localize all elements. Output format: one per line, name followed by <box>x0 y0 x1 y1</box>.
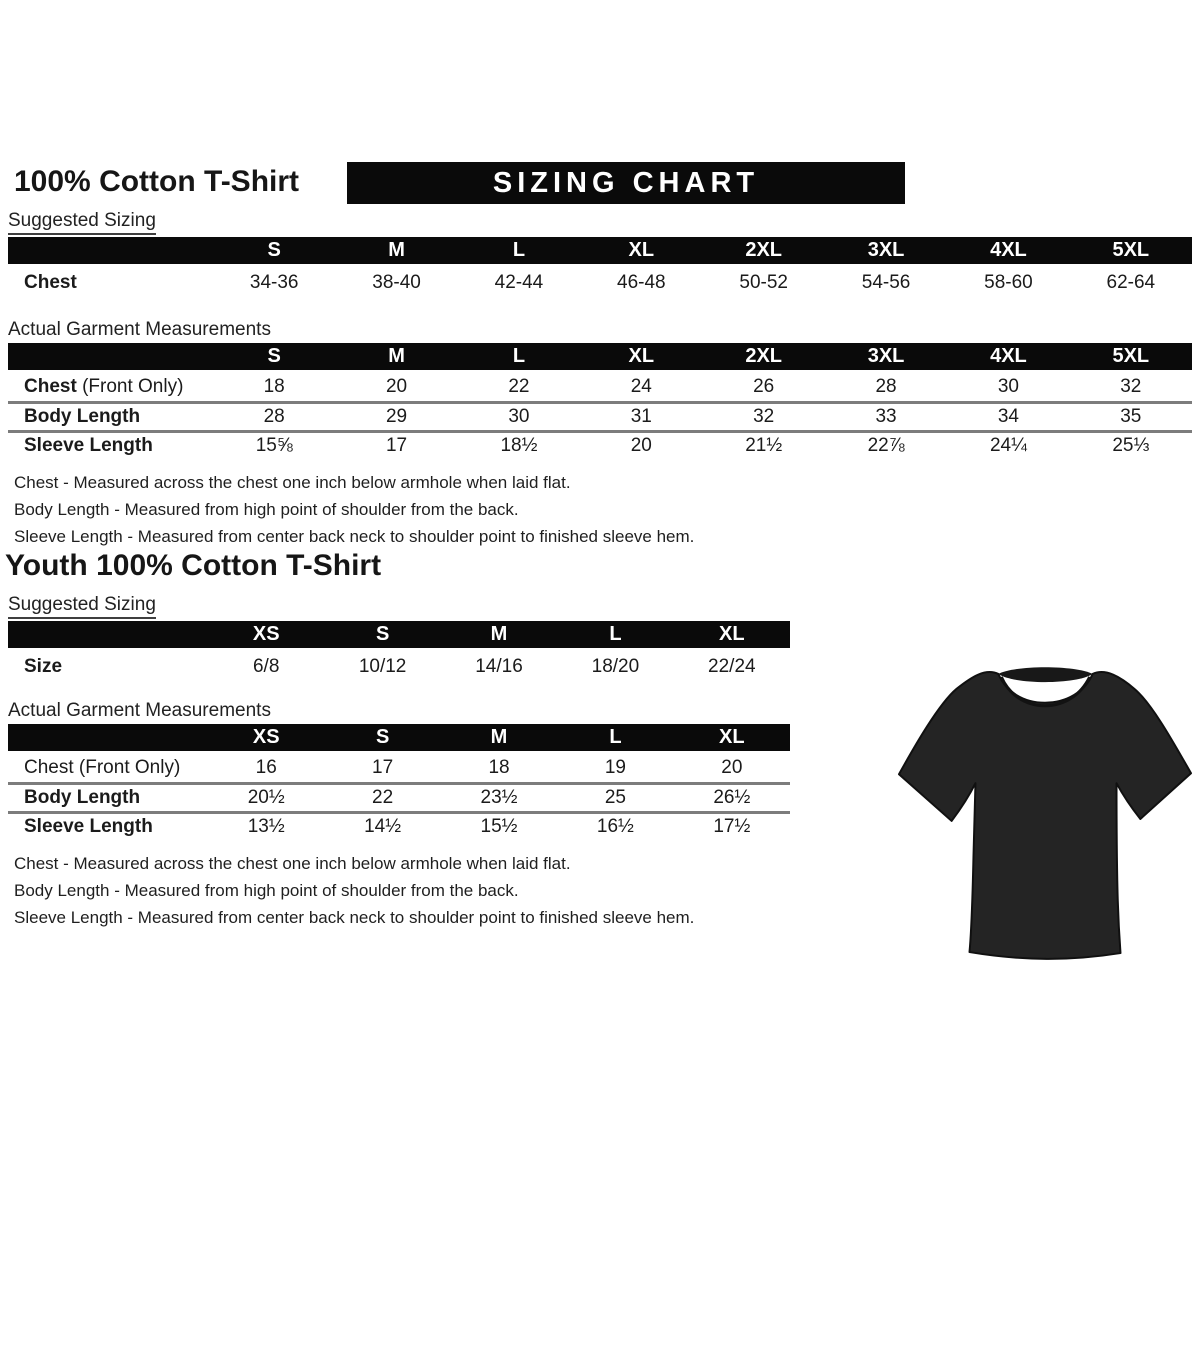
size-column-header: L <box>609 623 622 645</box>
measurement-value: 25⅓ <box>1112 435 1150 456</box>
measurement-value: 15½ <box>480 816 518 837</box>
measurement-value: 18 <box>263 375 285 397</box>
size-column-header: 2XL <box>745 239 783 261</box>
size-column-header: L <box>609 726 622 748</box>
measurement-value: 29 <box>385 406 408 427</box>
size-table-header-row <box>8 724 790 751</box>
note-body-length: Body Length - Measured from high point of shoulder from the back. <box>14 500 519 519</box>
measurement-value: 23½ <box>480 787 518 808</box>
row-label <box>8 376 213 398</box>
measurement-value: 14/16 <box>475 655 523 677</box>
measurement-value: 13½ <box>247 816 285 837</box>
row-label <box>8 816 208 838</box>
measurement-value: 20 <box>721 756 743 778</box>
size-column-header: M <box>388 239 405 261</box>
size-column-header: L <box>512 239 526 261</box>
size-column-header: S <box>267 239 281 261</box>
page-header <box>14 162 1200 204</box>
measurement-value: 22 <box>508 375 530 397</box>
size-column-header: S <box>267 345 281 367</box>
measurement-value: 6/8 <box>252 655 280 677</box>
row-label-text: Sleeve Length <box>24 816 153 837</box>
row-label <box>8 757 208 779</box>
size-column-header: S <box>375 623 390 645</box>
measurement-value: 32 <box>753 406 775 427</box>
row-label-suffix: (Front Only) <box>76 375 184 397</box>
measurement-value: 18/20 <box>591 655 640 677</box>
measurement-value: 35 <box>1120 406 1142 427</box>
measurement-value: 30 <box>997 375 1019 397</box>
size-table-header-row <box>8 237 1192 264</box>
sizing-chart-banner: SIZING CHART <box>347 162 905 204</box>
measurement-value: 15⅝ <box>255 435 293 456</box>
youth-suggested-sizing-label: Suggested Sizing <box>8 593 156 619</box>
size-table-header-row <box>8 343 1192 370</box>
measurement-row <box>8 372 1192 401</box>
measurement-value: 50-52 <box>739 271 788 293</box>
size-column-header: 5XL <box>1112 239 1150 261</box>
tshirt-collar <box>998 667 1092 682</box>
size-column-header: M <box>490 726 508 748</box>
size-column-header: XL <box>628 239 655 261</box>
measurement-value: 31 <box>630 406 652 427</box>
row-label-text: Size <box>24 655 63 677</box>
row-label-text: Body Length <box>24 406 141 427</box>
measurement-value: 30 <box>508 406 530 427</box>
measurement-value: 42-44 <box>494 271 544 293</box>
measurement-row <box>8 266 1192 299</box>
measurement-value: 62-64 <box>1106 271 1156 293</box>
size-column-header: 3XL <box>867 345 905 367</box>
measurement-value: 22/24 <box>708 655 756 677</box>
measurement-row <box>8 401 1192 430</box>
measurement-value: 16 <box>255 756 277 778</box>
adult-suggested-sizing-table <box>8 237 1192 299</box>
measurement-value: 24 <box>630 375 652 397</box>
youth-actual-measurements-table <box>8 724 790 840</box>
measurement-value: 20 <box>630 435 652 456</box>
measurement-row <box>8 650 790 683</box>
measurement-row <box>8 782 790 811</box>
measurement-value: 10/12 <box>358 655 407 677</box>
size-column-header: S <box>375 726 390 748</box>
measurement-value: 17 <box>385 435 408 456</box>
adult-measurement-notes <box>14 469 1200 550</box>
measurement-value: 19 <box>604 756 626 778</box>
measurement-value: 46-48 <box>617 271 666 293</box>
size-column-header: XL <box>719 623 745 645</box>
measurement-value: 34-36 <box>249 271 299 293</box>
row-label-text: Chest <box>24 756 74 778</box>
adult-suggested-sizing-label: Suggested Sizing <box>8 209 156 235</box>
black-tshirt-graphic <box>896 656 1194 968</box>
size-column-header: 4XL <box>990 345 1027 367</box>
measurement-value: 58-60 <box>984 271 1033 293</box>
adult-actual-measurements-label: Actual Garment Measurements <box>8 319 271 340</box>
tshirt-product-image <box>896 656 1194 968</box>
row-label <box>8 272 213 294</box>
note-sleeve-length: Sleeve Length - Measured from center back neck to shoulder point to finished sleeve hem. <box>14 908 695 927</box>
size-column-header: XS <box>252 726 280 748</box>
measurement-value: 14½ <box>364 816 402 837</box>
measurement-value: 54-56 <box>861 271 911 293</box>
measurement-value: 18 <box>488 756 510 778</box>
measurement-value: 34 <box>997 406 1019 427</box>
row-label-text: Body Length <box>24 787 141 808</box>
measurement-value: 28 <box>875 375 897 397</box>
row-label-suffix: (Front Only) <box>73 756 181 778</box>
youth-suggested-sizing-table <box>8 621 790 683</box>
measurement-row <box>8 811 790 840</box>
measurement-value: 17½ <box>713 816 751 837</box>
size-column-header: 3XL <box>867 239 905 261</box>
size-table-header-row <box>8 621 790 648</box>
measurement-value: 28 <box>263 406 285 427</box>
note-body-length: Body Length - Measured from high point of shoulder from the back. <box>14 881 519 900</box>
measurement-value: 32 <box>1120 375 1142 397</box>
size-column-header: M <box>490 623 508 645</box>
youth-actual-measurements-label: Actual Garment Measurements <box>8 700 271 721</box>
size-column-header: XL <box>628 345 655 367</box>
row-label <box>8 435 213 457</box>
adult-actual-measurements-table <box>8 343 1192 459</box>
row-label-text: Sleeve Length <box>24 435 153 456</box>
measurement-value: 20 <box>385 375 408 397</box>
size-column-header: M <box>388 345 405 367</box>
measurement-row <box>8 430 1192 459</box>
row-label <box>8 787 208 809</box>
size-column-header: L <box>512 345 526 367</box>
tshirt-body <box>899 672 1191 959</box>
youth-section-title: Youth 100% Cotton T-Shirt <box>5 549 382 582</box>
row-label <box>8 406 213 428</box>
measurement-row <box>8 753 790 782</box>
row-label-text: Chest <box>24 271 77 293</box>
measurement-value: 21½ <box>745 435 783 456</box>
size-column-header: 5XL <box>1112 345 1150 367</box>
measurement-value: 26½ <box>713 787 751 808</box>
measurement-value: 22 <box>372 787 394 808</box>
row-label-text: Chest <box>24 375 77 397</box>
measurement-value: 16½ <box>596 816 634 837</box>
row-label <box>8 656 208 678</box>
note-chest: Chest - Measured across the chest one inch below armhole when laid flat. <box>14 854 571 873</box>
measurement-value: 22⅞ <box>867 435 905 456</box>
measurement-value: 25 <box>604 787 626 808</box>
note-chest: Chest - Measured across the chest one inch below armhole when laid flat. <box>14 473 571 492</box>
size-column-header: XS <box>252 623 280 645</box>
measurement-value: 17 <box>372 756 394 778</box>
size-column-header: 2XL <box>745 345 783 367</box>
measurement-value: 26 <box>753 375 775 397</box>
measurement-value: 33 <box>875 406 897 427</box>
page-title: 100% Cotton T-Shirt <box>14 165 300 198</box>
measurement-value: 20½ <box>247 787 285 808</box>
measurement-value: 24¼ <box>989 435 1027 456</box>
size-column-header: XL <box>719 726 745 748</box>
measurement-value: 38-40 <box>372 271 421 293</box>
note-sleeve-length: Sleeve Length - Measured from center back neck to shoulder point to finished sleeve hem. <box>14 527 695 546</box>
measurement-value: 18½ <box>500 435 538 456</box>
size-column-header: 4XL <box>990 239 1027 261</box>
